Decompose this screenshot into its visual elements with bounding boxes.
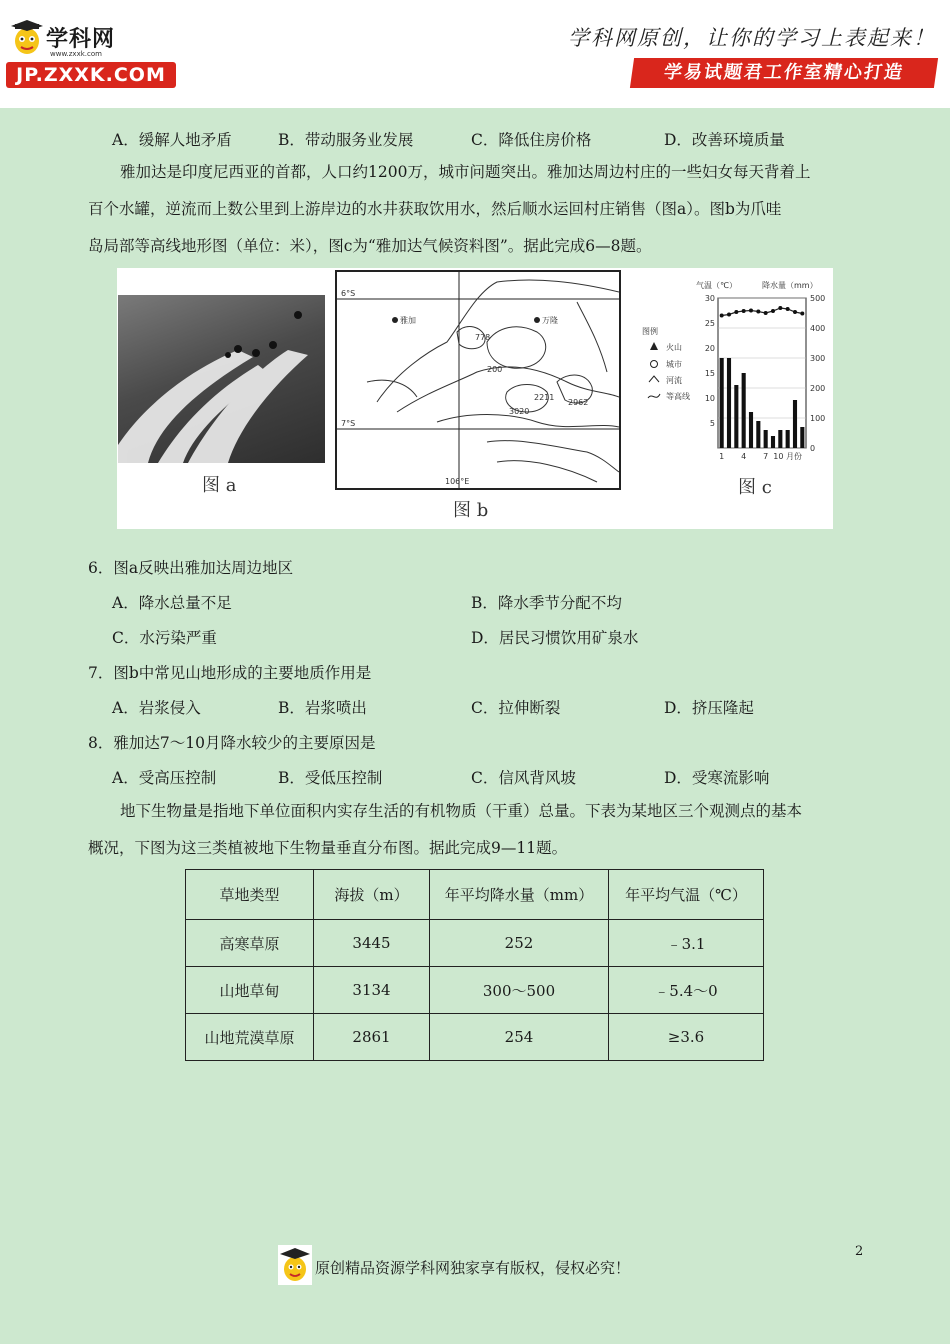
temp-point [771, 309, 775, 313]
precip-bar [771, 436, 775, 448]
month-tick-label: 7 [763, 452, 769, 461]
q6-stem: 6．图a反映出雅加达周边地区 [88, 559, 294, 577]
precip-bar [749, 412, 753, 448]
table-cell: 山地荒漠草原 [186, 1014, 314, 1061]
q6-option-b[interactable]: B．降水季节分配不均 [471, 594, 622, 612]
temp-point [764, 311, 768, 315]
table-cell: 300～500 [430, 967, 609, 1014]
table-cell: 254 [430, 1014, 609, 1061]
table-cell: 高寒草原 [186, 920, 314, 967]
legend-river: 河流 [666, 376, 682, 385]
table-cell: 2861 [314, 1014, 430, 1061]
q8-option-b[interactable]: B．受低压控制 [278, 769, 383, 787]
temp-point [793, 310, 797, 314]
precip-bar [786, 430, 790, 448]
temp-point [749, 309, 753, 313]
precip-bar [756, 421, 760, 448]
table-cell: 山地草甸 [186, 967, 314, 1014]
grassland-table [185, 869, 764, 1061]
month-tick-label: 1 [719, 452, 725, 461]
table-header: 海拔（m） [314, 870, 430, 920]
q8-option-d[interactable]: D．受寒流影响 [664, 769, 770, 787]
q8-option-c[interactable]: C．信风背风坡 [471, 769, 576, 787]
table-header: 年平均气温（℃） [609, 870, 764, 920]
river-icon [649, 376, 659, 382]
volcano-icon [650, 342, 658, 350]
climate-chart [634, 278, 832, 468]
elevation-label: 2962 [568, 398, 589, 407]
precip-bar [742, 373, 746, 448]
temp-point [800, 312, 804, 316]
legend-title: 图例 [642, 327, 658, 336]
precip-axis-label: 降水量（mm） [762, 281, 818, 290]
q7-stem: 7．图b中常见山地形成的主要地质作用是 [88, 664, 372, 682]
plot-frame [718, 298, 806, 448]
lon-106e-label: 106°E [445, 477, 470, 486]
temp-tick-label: 5 [709, 419, 715, 428]
table-row [186, 920, 764, 967]
mascot-icon [10, 20, 44, 56]
legend-volcano: 火山 [666, 343, 682, 352]
footer-mascot-icon [278, 1245, 312, 1285]
temp-point [742, 309, 746, 313]
precip-bar [764, 430, 768, 448]
temp-point [720, 314, 724, 318]
q7-option-c[interactable]: C．拉伸断裂 [471, 699, 561, 717]
precip-tick-label: 500 [810, 294, 826, 303]
legend-contour: 等高线 [666, 392, 690, 401]
passage-line: 地下生物量是指地下单位面积内实存生活的有机物质（干重）总量。下表为某地区三个观测点的基本 [120, 802, 803, 820]
month-tick-label: 4 [741, 452, 747, 461]
q5-option-c[interactable]: C．降低住房价格 [471, 131, 592, 149]
table-row [186, 967, 764, 1014]
q6-option-c[interactable]: C．水污染严重 [112, 629, 217, 647]
figure-group [117, 268, 833, 529]
temp-point [778, 306, 782, 310]
temp-point [727, 313, 731, 317]
table-header-row [186, 870, 764, 920]
passage-line: 百个水罐，逆流而上数公里到上游岸边的水井获取饮用水，然后顺水运回村庄销售（图a）。图b为爪哇 [88, 200, 782, 218]
header [0, 0, 950, 108]
figure-c-label: 图 c [738, 477, 772, 498]
temp-tick-label: 20 [704, 344, 715, 353]
q6-option-a[interactable]: A．降水总量不足 [112, 594, 232, 612]
q5-option-a[interactable]: A．缓解人地矛盾 [112, 131, 232, 149]
table-cell: ≥3.6 [609, 1014, 764, 1061]
passage-line: 雅加达是印度尼西亚的首都，人口约1200万，城市问题突出。雅加达周边村庄的一些妇女每天背着上 [120, 163, 811, 181]
q5-option-d[interactable]: D．改善环境质量 [664, 131, 785, 149]
header-banner: 学易试题君工作室精心打造 [630, 58, 938, 88]
footer-copyright: 原创精品资源学科网独家享有版权，侵权必究！ [315, 1259, 631, 1277]
table-cell: 3445 [314, 920, 430, 967]
passage-jakarta [88, 158, 868, 269]
q8-stem: 8．雅加达7～10月降水较少的主要原因是 [88, 734, 376, 752]
table-cell: 252 [430, 920, 609, 967]
precip-tick-label: 400 [810, 324, 826, 333]
climate-chart-svg [634, 278, 832, 468]
temp-point [734, 310, 738, 314]
table-header: 年平均降水量（mm） [430, 870, 609, 920]
temp-tick-label: 30 [704, 294, 715, 303]
lat-7s-label: 7°S [341, 419, 356, 428]
precip-bar [778, 430, 782, 448]
figure-b-label: 图 b [453, 500, 489, 521]
temp-tick-label: 25 [704, 319, 715, 328]
temp-point [786, 307, 790, 311]
elevation-label: 778 [475, 333, 491, 342]
zxxk-logo[interactable] [6, 18, 178, 90]
passage-biomass [88, 797, 868, 871]
q8-option-a[interactable]: A．受高压控制 [112, 769, 217, 787]
precip-bar [793, 400, 797, 448]
q6-option-d[interactable]: D．居民习惯饮用矿泉水 [471, 629, 639, 647]
q5-option-b[interactable]: B．带动服务业发展 [278, 131, 414, 149]
header-slogan: 学科网原创，让你的学习上表起来！ [568, 26, 936, 50]
temp-tick-label: 15 [704, 369, 715, 378]
photo-women-water-jars [118, 295, 325, 463]
water-jars-illustration [118, 295, 325, 463]
logo-text: 学科网 [46, 27, 116, 52]
legend-city: 城市 [666, 360, 682, 369]
table-cell: ﹣3.1 [609, 920, 764, 967]
logo-domain: JP.ZXXK.COM [6, 62, 176, 88]
temp-axis-label: 气温（℃） [696, 281, 737, 290]
precip-tick-label: 300 [810, 354, 826, 363]
passage-line: 岛局部等高线地形图（单位：米），图c为“雅加达气候资料图”。据此完成6—8题。 [88, 237, 652, 255]
precip-bar [727, 358, 731, 448]
table-cell: 3134 [314, 967, 430, 1014]
q7-option-a[interactable]: A．岩浆侵入 [112, 699, 201, 717]
contour-icon [648, 394, 660, 398]
q7-option-b[interactable]: B．岩浆喷出 [278, 699, 367, 717]
elevation-label: 2211 [534, 393, 555, 402]
city-icon [651, 361, 658, 368]
table-row [186, 1014, 764, 1061]
temp-point [756, 310, 760, 314]
temp-tick-label: 10 [704, 394, 715, 403]
temperature-line [722, 308, 803, 316]
precip-tick-label: 200 [810, 384, 826, 393]
table-header: 草地类型 [186, 870, 314, 920]
precip-bar [720, 358, 724, 448]
lat-6s-label: 6°S [341, 289, 356, 298]
precip-bar [800, 427, 804, 448]
page-number: 2 [855, 1244, 864, 1259]
contour-map [335, 270, 621, 490]
precip-bar [734, 385, 738, 448]
q7-option-d[interactable]: D．挤压隆起 [664, 699, 754, 717]
precip-tick-label: 100 [810, 414, 826, 423]
figure-a-label: 图 a [202, 475, 237, 496]
elevation-label: 3020 [509, 407, 530, 416]
passage-line: 概况，下图为这三类植被地下生物量垂直分布图。据此完成9—11题。 [88, 839, 568, 857]
elevation-label: 200 [487, 365, 503, 374]
contour-map-drawing [337, 272, 619, 488]
month-tick-label: 10 月份 [773, 452, 803, 461]
logo-url: www.zxxk.com [50, 50, 102, 58]
city-bandung-label: 万隆 [542, 316, 558, 325]
table-cell: ﹣5.4～0 [609, 967, 764, 1014]
precip-tick-label: 0 [810, 444, 816, 453]
city-jakarta-label: 雅加 [400, 316, 416, 325]
